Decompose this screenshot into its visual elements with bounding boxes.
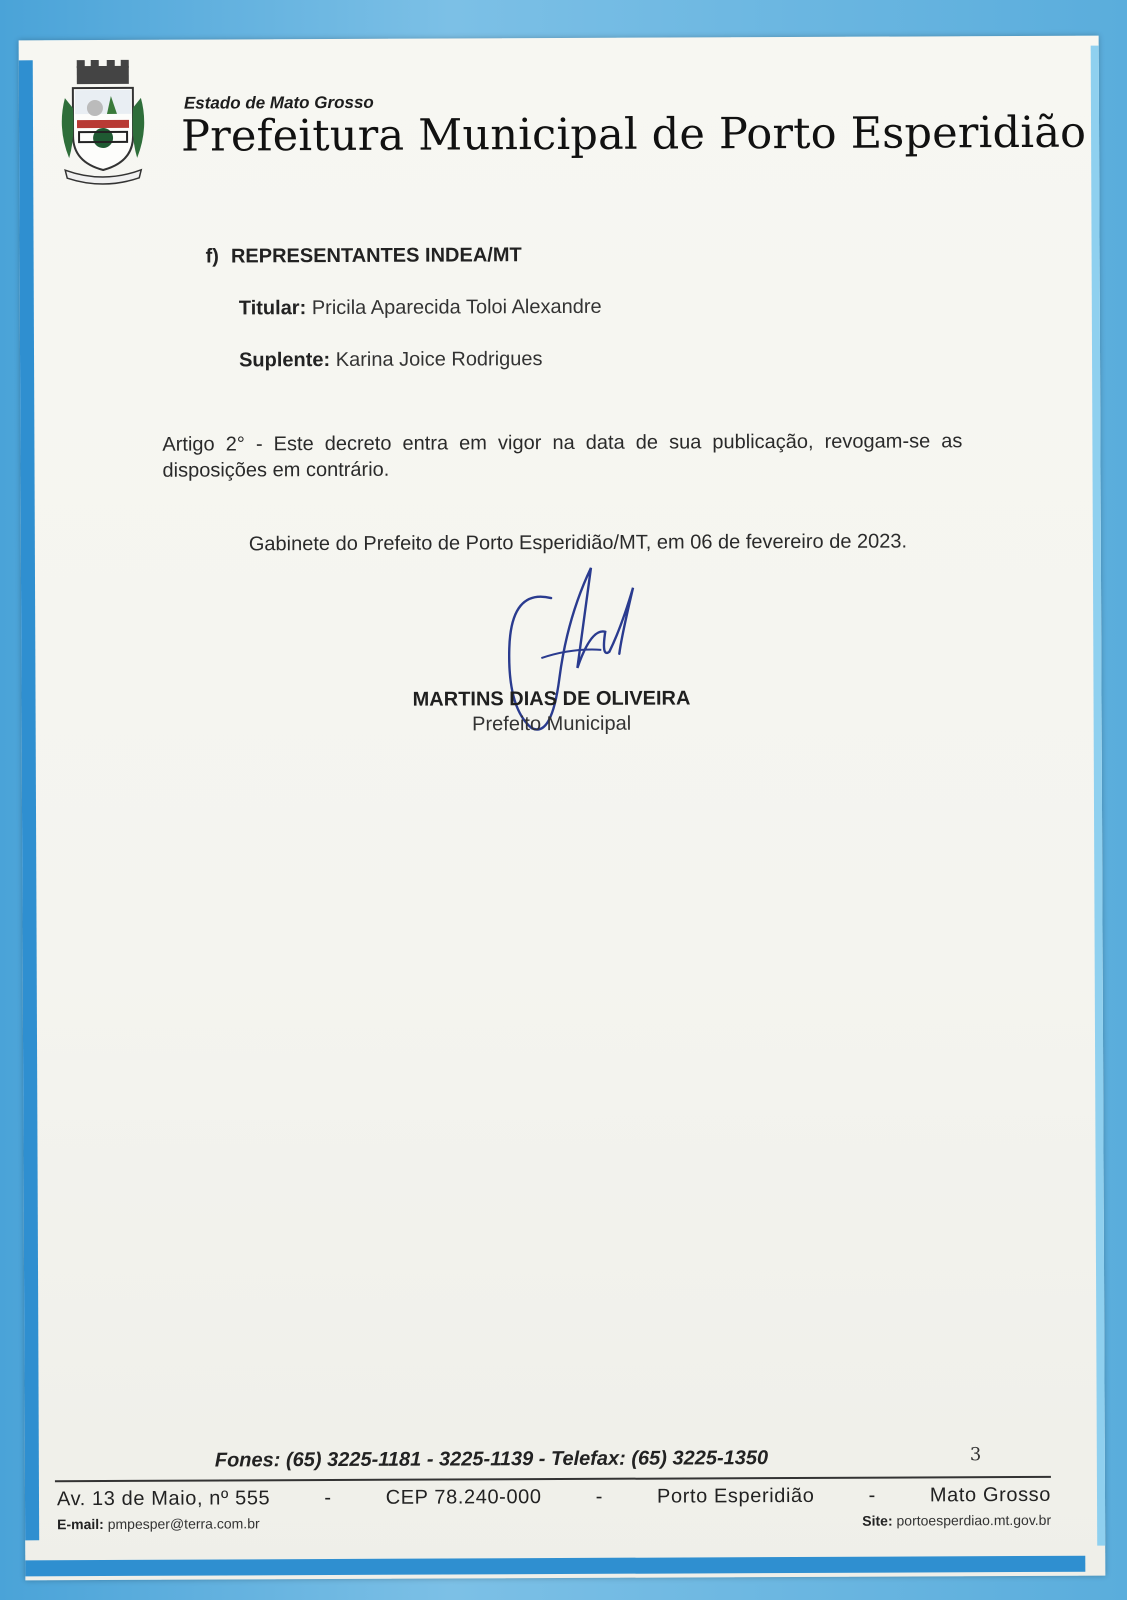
footer-divider: [55, 1476, 1051, 1482]
place-date-paragraph: Gabinete do Prefeito de Porto Esperidião/MT, em 06 de fevereiro de 2023.: [248, 530, 908, 556]
footer-email: [57, 1515, 260, 1532]
section-title: REPRESENTANTES INDEA/MT: [230, 244, 522, 268]
document-page: [19, 36, 1106, 1581]
header-state-name: Estado de Mato Grosso: [183, 92, 374, 113]
footer-phones: Fones: (65) 3225-1181 - 3225-1139 - Telefax: (65) 3225-1350: [214, 1447, 769, 1472]
email-label: E-mail:: [57, 1516, 104, 1533]
signatory-name: MARTINS DIAS DE OLIVEIRA: [412, 687, 691, 711]
suplente-value: Karina Joice Rodrigues: [335, 348, 543, 371]
suplente-label: Suplente:: [238, 349, 331, 372]
section-heading: [206, 244, 522, 268]
bottom-blue-stripe: [25, 1556, 1085, 1577]
footer-site: [862, 1512, 1051, 1529]
titular-line: [239, 296, 602, 321]
site-label: Site:: [862, 1512, 893, 1529]
footer-contacts: [57, 1512, 1051, 1532]
address-state: Mato Grosso: [929, 1483, 1052, 1507]
titular-label: Titular:: [238, 297, 307, 320]
article-paragraph: Artigo 2° - Este decreto entra em vigor na data de sua publicação, revogam-se as disposições em contrário.: [162, 430, 963, 482]
address-separator: -: [324, 1487, 332, 1510]
site-value: portoesperdiao.mt.gov.br: [896, 1511, 1052, 1529]
address-cep: CEP 78.240-000: [385, 1486, 542, 1509]
header-municipality-title: Prefeitura Municipal de Porto Esperidião: [180, 107, 1087, 162]
email-value: pmpesper@terra.com.br: [107, 1515, 260, 1532]
address-separator: -: [595, 1485, 603, 1508]
address-separator: -: [868, 1484, 876, 1507]
suplente-line: [239, 348, 543, 372]
coat-of-arms-icon: [55, 58, 152, 188]
section-letter: f): [205, 245, 219, 268]
signatory-role: Prefeito Municipal: [472, 712, 632, 736]
address-city: Porto Esperidião: [656, 1484, 815, 1508]
signature-block: [381, 687, 721, 736]
page-number: 3: [969, 1444, 982, 1466]
address-street: Av. 13 de Maio, nº 555: [56, 1487, 271, 1511]
titular-value: Pricila Aparecida Toloi Alexandre: [311, 295, 602, 320]
footer-address: [57, 1484, 1051, 1511]
